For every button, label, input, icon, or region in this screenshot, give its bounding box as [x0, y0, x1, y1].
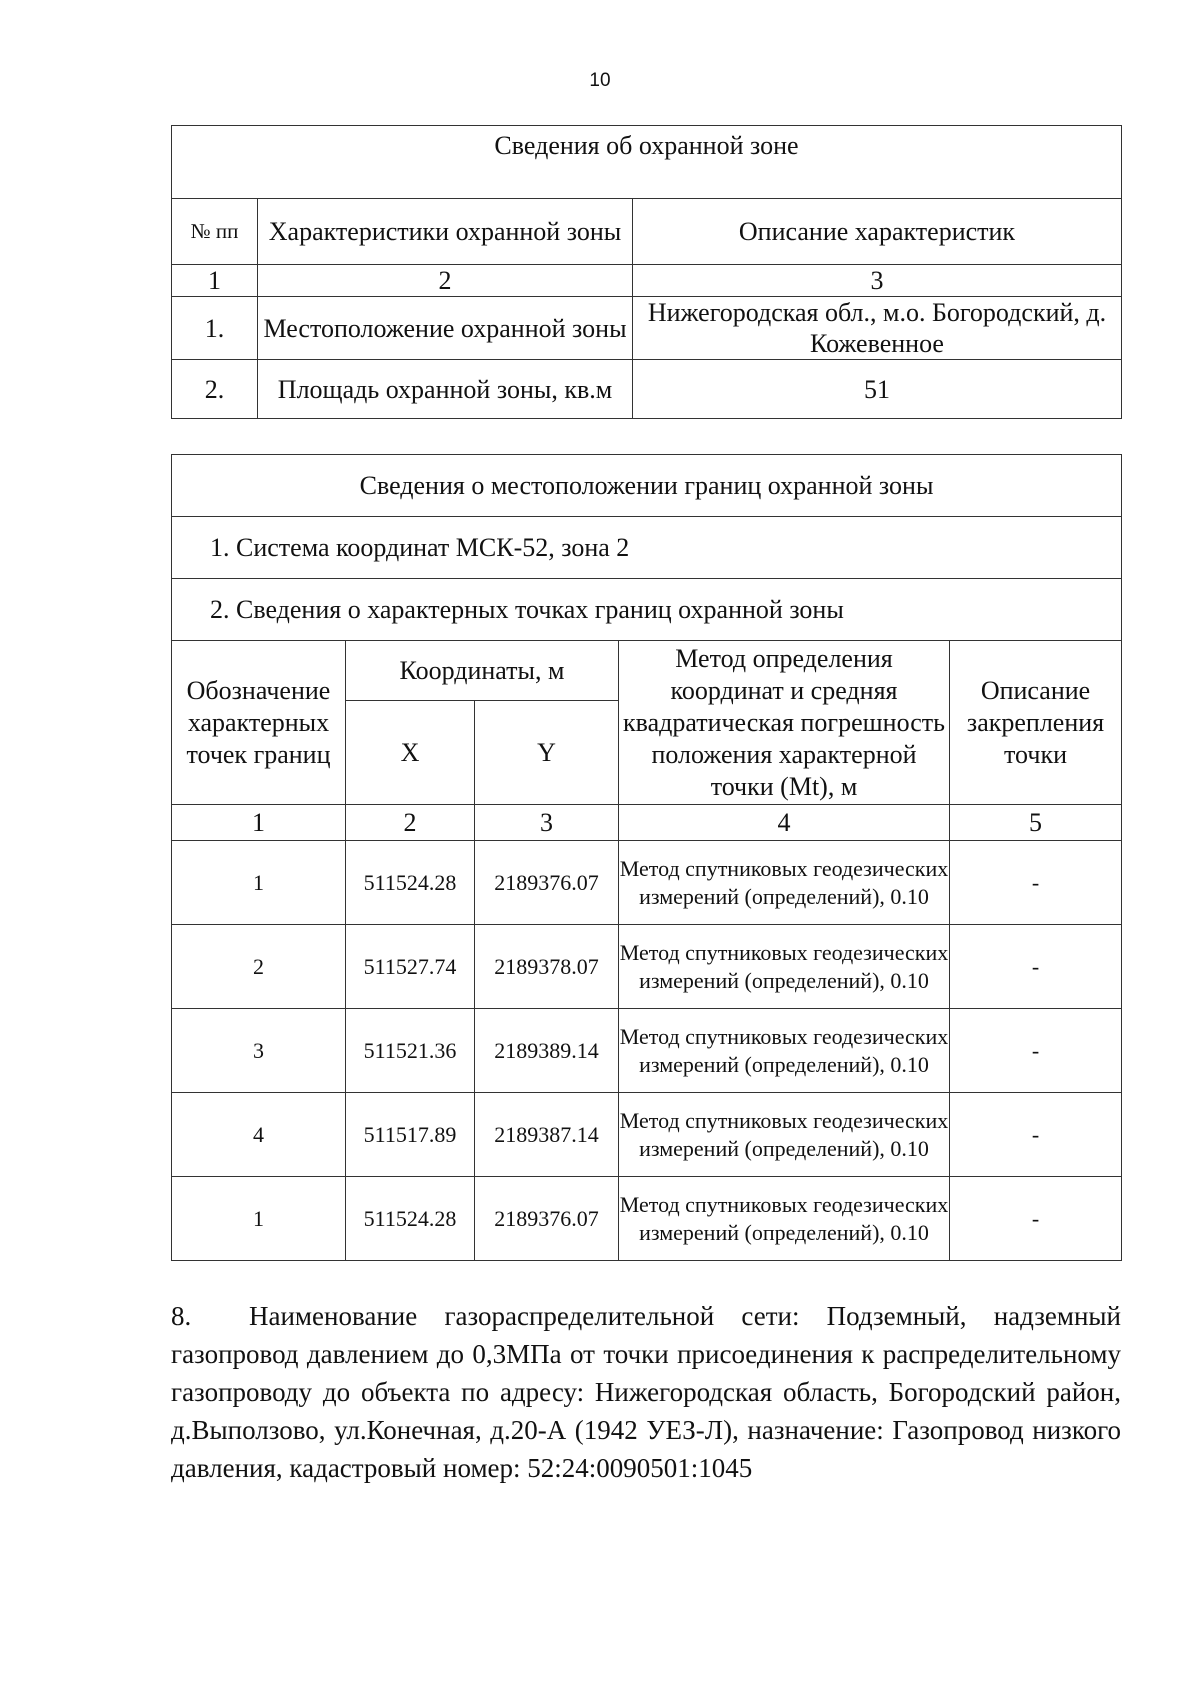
table-row [172, 841, 1122, 925]
point-method: Метод спутниковых геодезических измерений (определений), 0.10 [619, 1093, 950, 1177]
table-row [172, 1093, 1122, 1177]
page-number: 10 [589, 70, 611, 91]
point-fixing: - [950, 841, 1122, 925]
point-fixing: - [950, 1177, 1122, 1261]
point-designation: 4 [172, 1093, 346, 1177]
point-y: 2189378.07 [475, 925, 619, 1009]
row-value: 51 [633, 360, 1122, 419]
paragraph-text: Наименование газораспределительной сети: Подземный, надземный газопровод давлением до 0,3МПа от точки присоединения к распределительному газопроводу до объекта по адресу: Нижегородская область, Богородский район, д.Выползово, ул.Конечная, д.20-А (1942 УЕЗ-Л), назначение: Газопровод низкого давления, кадастровый номер: 52:24:0090501:1045 [171, 1301, 1121, 1483]
column-number: 4 [619, 805, 950, 841]
points-heading: 2. Сведения о характерных точках границ охранной зоны [172, 579, 1122, 641]
point-x: 511524.28 [346, 841, 475, 925]
point-x: 511527.74 [346, 925, 475, 1009]
point-method: Метод спутниковых геодезических измерений (определений), 0.10 [619, 841, 950, 925]
point-designation: 3 [172, 1009, 346, 1093]
header-description: Описание характеристик [633, 199, 1122, 265]
zone-table-title: Сведения об охранной зоне [172, 126, 1122, 199]
point-method: Метод спутниковых геодезических измерений (определений), 0.10 [619, 925, 950, 1009]
point-x: 511521.36 [346, 1009, 475, 1093]
row-number: 1. [172, 297, 258, 360]
gas-network-paragraph [171, 1297, 1121, 1487]
coord-table-title: Сведения о местоположении границ охранной зоны [172, 455, 1122, 517]
point-fixing: - [950, 1093, 1122, 1177]
point-method: Метод спутниковых геодезических измерений (определений), 0.10 [619, 1009, 950, 1093]
column-number: 3 [633, 265, 1122, 297]
point-designation: 1 [172, 1177, 346, 1261]
point-x: 511524.28 [346, 1177, 475, 1261]
header-number: № пп [172, 199, 258, 265]
point-y: 2189387.14 [475, 1093, 619, 1177]
row-value: Нижегородская обл., м.о. Богородский, д. Кожевенное [633, 297, 1122, 360]
point-designation: 1 [172, 841, 346, 925]
column-number: 3 [475, 805, 619, 841]
header-coordinates: Координаты, м [346, 641, 619, 701]
table-row [172, 925, 1122, 1009]
point-method: Метод спутниковых геодезических измерений (определений), 0.10 [619, 1177, 950, 1261]
point-y: 2189389.14 [475, 1009, 619, 1093]
row-characteristic: Местоположение охранной зоны [258, 297, 633, 360]
coordinate-system: 1. Система координат МСК-52, зона 2 [172, 517, 1122, 579]
point-x: 511517.89 [346, 1093, 475, 1177]
header-fixing: Описание закрепления точки [950, 641, 1122, 805]
column-number: 2 [346, 805, 475, 841]
table-row [172, 297, 1122, 360]
paragraph-number: 8. [171, 1301, 192, 1331]
header-y: Y [475, 701, 619, 805]
row-number: 2. [172, 360, 258, 419]
table-row [172, 1009, 1122, 1093]
row-characteristic: Площадь охранной зоны, кв.м [258, 360, 633, 419]
table-row [172, 360, 1122, 419]
point-y: 2189376.07 [475, 1177, 619, 1261]
header-method: Метод определения координат и средняя квадратическая погрешность положения характерной точки (Mt), м [619, 641, 950, 805]
header-characteristics: Характеристики охранной зоны [258, 199, 633, 265]
column-number: 5 [950, 805, 1122, 841]
boundary-coordinates-table [171, 454, 1122, 1261]
protection-zone-table [171, 125, 1122, 419]
table-row [172, 1177, 1122, 1261]
header-x: X [346, 701, 475, 805]
column-number: 2 [258, 265, 633, 297]
header-designation: Обозначение характерных точек границ [172, 641, 346, 805]
column-number: 1 [172, 805, 346, 841]
column-number: 1 [172, 265, 258, 297]
point-designation: 2 [172, 925, 346, 1009]
point-fixing: - [950, 1009, 1122, 1093]
point-fixing: - [950, 925, 1122, 1009]
point-y: 2189376.07 [475, 841, 619, 925]
